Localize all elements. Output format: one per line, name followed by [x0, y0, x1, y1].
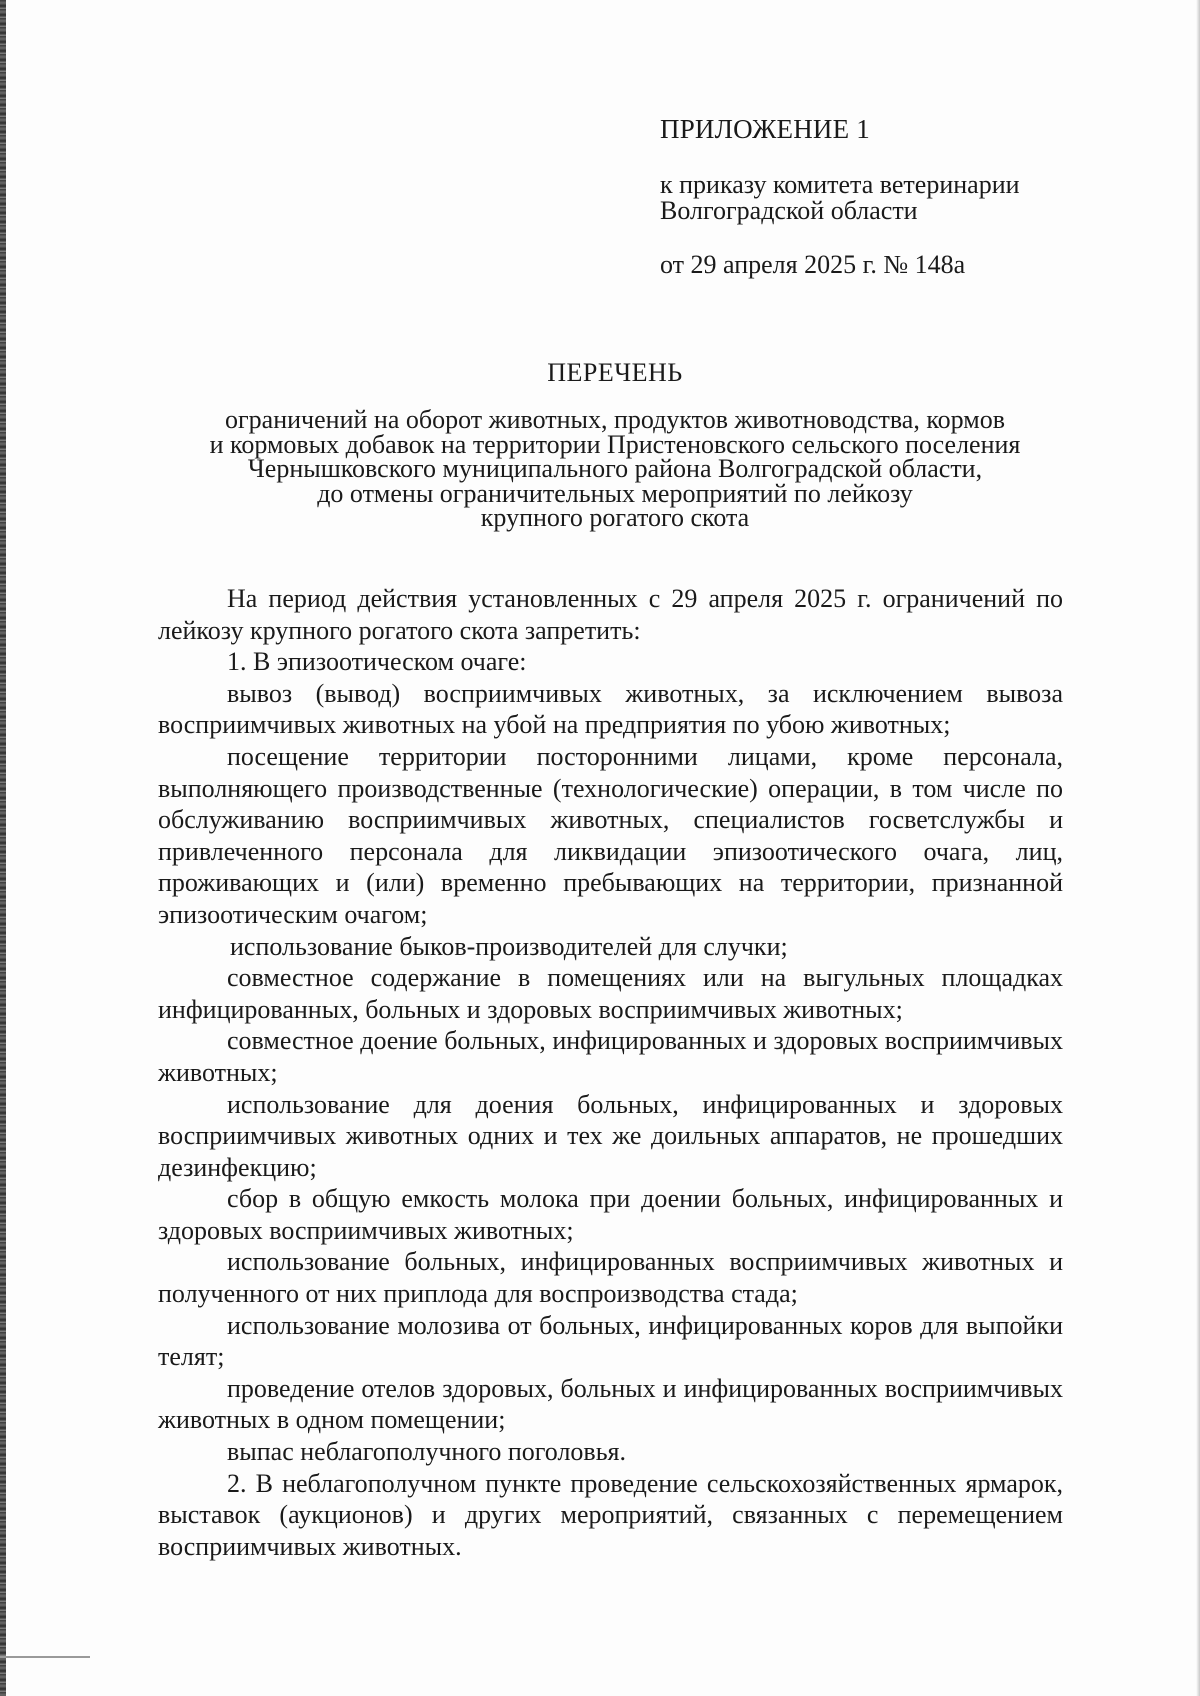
intro-paragraph: На период действия установленных с 29 апреля 2025 г. ограничений по лейкозу крупного рогатого скота запретить: — [158, 584, 1063, 645]
subtitle-line: крупного рогатого скота — [480, 503, 750, 532]
document-body — [158, 583, 1063, 1562]
annex-date-number: от 29 апреля 2025 г. № 148а — [660, 250, 966, 279]
scan-edge-right — [1196, 0, 1200, 1696]
annex-title: ПРИЛОЖЕНИЕ 1 — [660, 114, 870, 144]
restriction-item: совместное доение больных, инфицированных и здоровых восприимчивых животных; — [158, 1026, 1063, 1087]
annex-order-line: Волгоградской области — [660, 196, 918, 225]
scan-edge-left — [0, 0, 6, 1696]
document-title: ПЕРЕЧЕНЬ — [547, 358, 683, 387]
section-1-heading: 1. В эпизоотическом очаге: — [227, 647, 527, 677]
annex-order-reference — [660, 172, 1100, 224]
subtitle-line: и кормовых добавок на территории Пристеновского сельского поселения — [209, 429, 1021, 459]
restriction-item: совместное содержание в помещениях или на выгульных площадках инфицированных, больных и здоровых восприимчивых животных; — [158, 963, 1063, 1024]
subtitle-line: ограничений на оборот животных, продуктов животноводства, кормов — [225, 405, 1005, 434]
subtitle-line: Чернышковского муниципального района Волгоградской области, — [247, 454, 983, 483]
restriction-item: использование больных, инфицированных восприимчивых животных и полученного от них приплода для воспроизводства стада; — [158, 1247, 1063, 1309]
subtitle-line: до отмены ограничительных мероприятий по лейкозу — [317, 478, 913, 508]
restriction-item: использование молозива от больных, инфицированных коров для выпойки телят; — [158, 1310, 1063, 1372]
annex-header — [660, 112, 1100, 280]
restriction-item: выпас неблагополучного поголовья. — [227, 1437, 627, 1467]
restriction-item: использование быков-производителей для случки; — [230, 931, 788, 961]
section-2-paragraph: 2. В неблагополучном пункте проведение сельскохозяйственных ярмарок, выставок (аукционов) и других мероприятий, связанных с перемещением восприимчивых животных. — [158, 1468, 1063, 1561]
restriction-item: использование для доения больных, инфицированных и здоровых восприимчивых животных одних и тех же доильных аппаратов, не прошедших дезинфекцию; — [158, 1089, 1063, 1182]
annex-order-line: к приказу комитета ветеринарии — [660, 170, 1020, 199]
restriction-item: вывоз (вывод) восприимчивых животных, за исключением вывоза восприимчивых животных на убой на предприятия по убою животных; — [158, 678, 1063, 740]
restriction-item: проведение отелов здоровых, больных и инфицированных восприимчивых животных в одном помещении; — [158, 1373, 1063, 1435]
scan-mark — [0, 1656, 90, 1658]
restriction-item: посещение территории посторонними лицами, кроме персонала, выполняющего производственные (технологические) операции, в том числе по обслуживанию восприимчивых животных, специалистов госветслужбы и привлеченного персонала для ликвидации эпизоотического очага, лиц, проживающих и (или) временно пребывающих на территории, признанной эпизоотическим очагом; — [158, 741, 1063, 929]
restriction-item: сбор в общую емкость молока при доении больных, инфицированных и здоровых восприимчивых животных; — [158, 1184, 1063, 1245]
document-subtitle — [100, 405, 1130, 532]
